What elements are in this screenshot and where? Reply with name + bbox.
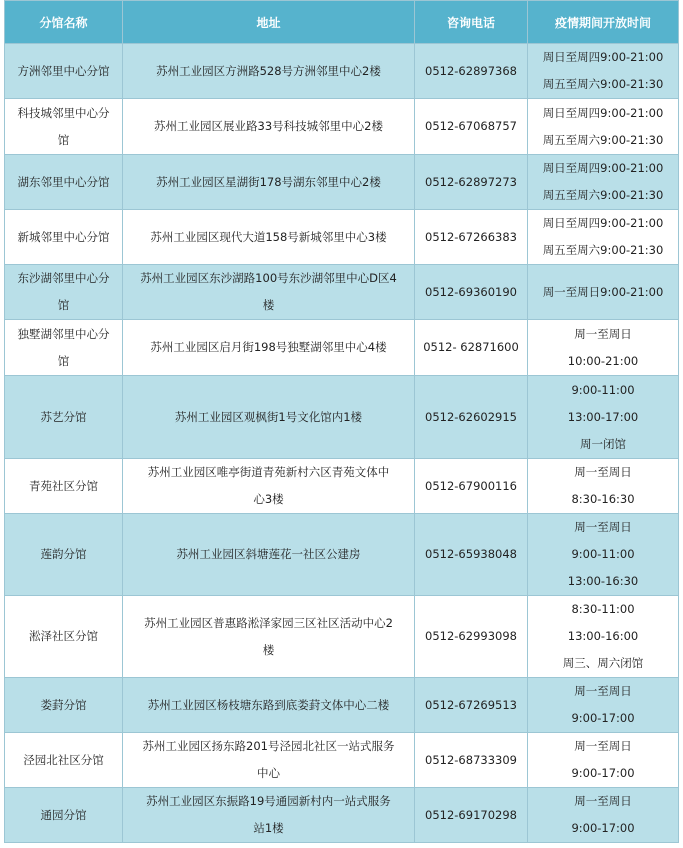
opening-hours-cell [528, 733, 679, 788]
branch-name-cell [5, 265, 123, 320]
opening-hours-line: 13:00-16:00 [567, 629, 639, 643]
phone-cell [415, 788, 528, 843]
opening-hours-line: 周三、周六闭馆 [562, 656, 644, 670]
phone-number: 0512-67269513 [425, 697, 517, 712]
opening-hours-cell [528, 99, 679, 155]
table-row [5, 596, 679, 678]
table-body [5, 44, 679, 843]
opening-hours-line: 10:00-21:00 [567, 353, 639, 368]
address-text: 心3楼 [253, 492, 284, 506]
opening-hours-line: 周五至周六9:00-21:30 [542, 188, 664, 202]
phone-cell [415, 733, 528, 788]
opening-hours-line: 13:00-16:30 [567, 574, 639, 588]
address-text: 苏州工业园区东振路19号通园新村内一站式服务 [146, 794, 391, 808]
address-cell [123, 376, 415, 459]
table-row [5, 155, 679, 210]
library-branches-table [4, 0, 679, 843]
phone-cell [415, 514, 528, 596]
branch-name: 泾园北社区分馆 [23, 752, 104, 767]
opening-hours-line: 周一至周日 [574, 465, 632, 479]
address-text: 楼 [262, 642, 275, 657]
address-text: 苏州工业园区启月街198号独墅湖邻里中心4楼 [150, 340, 387, 354]
opening-hours-line: 8:30-11:00 [571, 602, 635, 616]
table-row [5, 99, 679, 155]
branch-name: 东沙湖邻里中心分 [17, 271, 110, 285]
opening-hours-line: 周日至周四9:00-21:00 [542, 50, 664, 64]
branch-name: 莲韵分馆 [40, 547, 87, 561]
address-text: 苏州工业园区扬东路201号泾园北社区一站式服务 [142, 739, 395, 753]
opening-hours-line: 周一至周日9:00-21:00 [542, 284, 664, 299]
opening-hours-cell [528, 596, 679, 678]
branch-name: 馆 [57, 132, 70, 147]
opening-hours-line: 周一至周日 [574, 326, 632, 341]
branch-name: 馆 [57, 298, 70, 312]
branch-name-cell [5, 320, 123, 376]
table-row [5, 265, 679, 320]
branch-name: 青苑社区分馆 [29, 478, 98, 493]
address-text: 苏州工业园区东沙湖路100号东沙湖邻里中心D区4 [140, 271, 397, 285]
address-text: 苏州工业园区星湖街178号湖东邻里中心2楼 [156, 174, 381, 189]
table-row [5, 210, 679, 265]
header-opening-hours: 疫情期间开放时间 [528, 1, 679, 44]
phone-number: 0512-62602915 [425, 409, 517, 424]
phone-number: 0512-69360190 [425, 284, 517, 299]
header-phone: 咨询电话 [415, 1, 528, 44]
address-text: 苏州工业园区方洲路528号方洲邻里中心2楼 [156, 63, 381, 78]
branch-name-cell [5, 678, 123, 733]
address-text: 苏州工业园区杨枝塘东路到底娄葑文体中心二楼 [147, 697, 390, 712]
table-row [5, 459, 679, 514]
branch-name-cell [5, 733, 123, 788]
opening-hours-line: 周一至周日 [574, 794, 632, 808]
address-cell [123, 788, 415, 843]
address-text: 苏州工业园区普惠路淞泽家园三区社区活动中心2 [144, 615, 393, 630]
phone-cell [415, 376, 528, 459]
phone-cell [415, 155, 528, 210]
opening-hours-line: 周五至周六9:00-21:30 [542, 243, 664, 257]
table-row [5, 733, 679, 788]
address-text: 苏州工业园区观枫街1号文化馆内1楼 [174, 409, 363, 424]
phone-number: 0512-67266383 [425, 229, 517, 244]
address-text: 苏州工业园区唯亭街道青苑新村六区青苑文体中 [147, 465, 390, 479]
opening-hours-line: 9:00-17:00 [571, 766, 635, 780]
address-cell [123, 733, 415, 788]
table-row [5, 514, 679, 596]
address-text: 苏州工业园区展业路33号科技城邻里中心2楼 [154, 119, 383, 133]
branch-name-cell [5, 596, 123, 678]
header-address: 地址 [123, 1, 415, 44]
address-text: 中心 [257, 766, 280, 780]
table-row [5, 376, 679, 459]
phone-cell [415, 44, 528, 99]
table-row [5, 320, 679, 376]
address-text: 站1楼 [253, 821, 284, 835]
phone-cell [415, 265, 528, 320]
address-cell [123, 596, 415, 678]
opening-hours-cell [528, 678, 679, 733]
phone-number: 0512-62897368 [425, 63, 517, 78]
phone-number: 0512-68733309 [425, 752, 517, 767]
opening-hours-line: 周一至周日 [574, 739, 632, 753]
opening-hours-line: 周一至周日 [574, 520, 632, 534]
branch-name: 独墅湖邻里中心分 [17, 326, 110, 341]
opening-hours-line: 周一闭馆 [580, 436, 626, 451]
opening-hours-cell [528, 376, 679, 459]
phone-cell [415, 596, 528, 678]
address-text: 苏州工业园区斜塘莲花一社区公建房 [176, 547, 361, 561]
opening-hours-cell [528, 788, 679, 843]
phone-cell [415, 459, 528, 514]
table-row [5, 44, 679, 99]
branch-name-cell [5, 210, 123, 265]
phone-number: 0512-69170298 [425, 807, 517, 822]
branch-name: 科技城邻里中心分 [17, 105, 110, 120]
phone-number: 0512-67900116 [425, 478, 517, 493]
phone-cell [415, 678, 528, 733]
opening-hours-line: 周日至周四9:00-21:00 [542, 216, 664, 230]
phone-number: 0512-65938048 [425, 547, 517, 561]
branch-name-cell [5, 459, 123, 514]
branch-name-cell [5, 514, 123, 596]
opening-hours-line: 9:00-17:00 [571, 711, 635, 725]
phone-cell [415, 320, 528, 376]
phone-cell [415, 99, 528, 155]
opening-hours-line: 周五至周六9:00-21:30 [542, 77, 664, 91]
branch-name: 馆 [57, 353, 70, 368]
branch-name: 新城邻里中心分馆 [17, 229, 110, 244]
address-cell [123, 155, 415, 210]
phone-number: 0512-62897273 [425, 174, 517, 189]
branch-name: 通园分馆 [40, 807, 87, 822]
opening-hours-cell [528, 320, 679, 376]
branch-name: 娄葑分馆 [40, 697, 87, 712]
address-cell [123, 210, 415, 265]
address-cell [123, 99, 415, 155]
opening-hours-cell [528, 210, 679, 265]
opening-hours-line: 周五至周六9:00-21:30 [542, 132, 664, 147]
branch-name: 苏艺分馆 [40, 409, 87, 424]
branch-name: 湖东邻里中心分馆 [17, 174, 110, 189]
opening-hours-line: 9:00-11:00 [571, 547, 635, 561]
address-text: 苏州工业园区现代大道158号新城邻里中心3楼 [150, 229, 387, 244]
branch-name: 方洲邻里中心分馆 [17, 63, 110, 78]
opening-hours-cell [528, 265, 679, 320]
opening-hours-cell [528, 44, 679, 99]
opening-hours-cell [528, 155, 679, 210]
address-cell [123, 320, 415, 376]
branch-name: 淞泽社区分馆 [29, 629, 98, 643]
branch-name-cell [5, 44, 123, 99]
phone-cell [415, 210, 528, 265]
phone-number: 0512-67068757 [425, 119, 517, 133]
phone-number: 0512- 62871600 [423, 340, 519, 354]
opening-hours-line: 13:00-17:00 [567, 409, 639, 424]
opening-hours-cell [528, 514, 679, 596]
branch-name-cell [5, 155, 123, 210]
phone-number: 0512-62993098 [425, 629, 517, 643]
address-cell [123, 514, 415, 596]
address-cell [123, 459, 415, 514]
table-row [5, 788, 679, 843]
opening-hours-line: 周一至周日 [574, 684, 632, 698]
header-row [5, 1, 679, 44]
opening-hours-line: 9:00-11:00 [571, 382, 635, 397]
branch-name-cell [5, 376, 123, 459]
branch-name-cell [5, 788, 123, 843]
table-row [5, 678, 679, 733]
opening-hours-line: 周日至周四9:00-21:00 [542, 161, 664, 175]
header-branch-name: 分馆名称 [5, 1, 123, 44]
address-text: 楼 [262, 298, 275, 312]
address-cell [123, 44, 415, 99]
opening-hours-line: 8:30-16:30 [571, 492, 635, 506]
branch-name-cell [5, 99, 123, 155]
opening-hours-cell [528, 459, 679, 514]
opening-hours-line: 周日至周四9:00-21:00 [542, 105, 664, 120]
address-cell [123, 678, 415, 733]
opening-hours-line: 9:00-17:00 [571, 821, 635, 835]
address-cell [123, 265, 415, 320]
